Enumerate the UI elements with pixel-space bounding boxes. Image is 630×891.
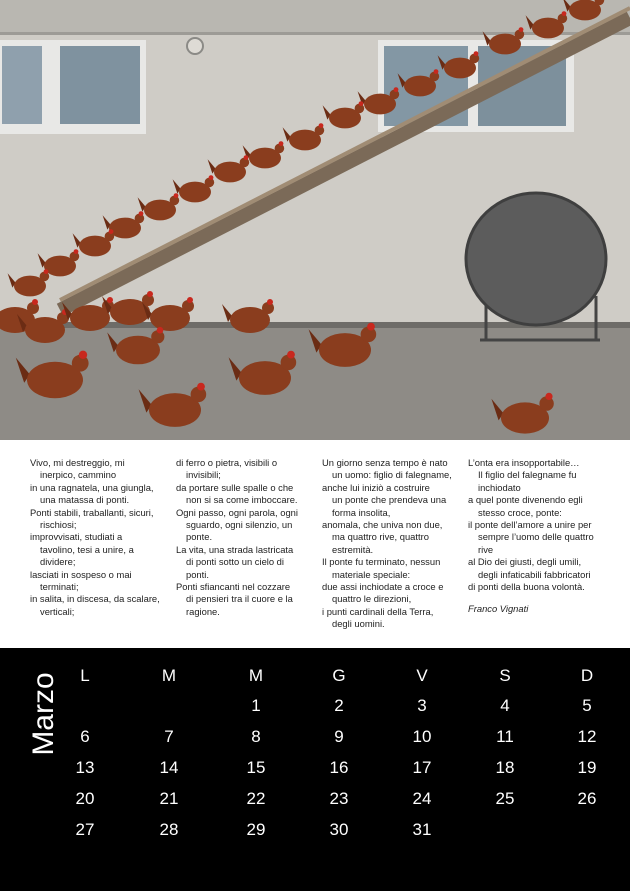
calendar-day: 17 [412, 758, 432, 777]
calendar [0, 648, 630, 891]
wall-vent [187, 38, 203, 54]
weekday-header: M [248, 666, 264, 685]
left-window [0, 40, 146, 134]
chickens-photo [0, 0, 630, 440]
calendar-day: 23 [329, 789, 349, 808]
calendar-day: 20 [75, 789, 95, 808]
poem-line: tavolino, tesi a unire, a [40, 543, 134, 555]
poem-line: un ponte che prendeva una [332, 494, 447, 506]
calendar-day: 5 [582, 696, 592, 715]
poem-line: il ponte dell’amore a unire per [468, 519, 592, 531]
calendar-day: 24 [412, 789, 432, 808]
calendar-day: 29 [246, 820, 266, 839]
calendar-day: 21 [159, 789, 179, 808]
poem-line: Vivo, mi destreggio, mi [30, 457, 125, 468]
calendar-day: 1 [251, 696, 261, 715]
weekday-header: S [499, 666, 511, 685]
calendar-day: 26 [577, 789, 597, 808]
calendar-day: 30 [329, 820, 349, 839]
calendar-day: 11 [496, 727, 514, 746]
poem-line: i punti cardinali della Terra, [322, 605, 434, 617]
poem-line: rischiosi; [40, 519, 77, 531]
poem-line: invisibili; [186, 469, 221, 481]
poem [0, 440, 630, 648]
poem-line: lasciati in sospeso o mai [30, 568, 132, 580]
calendar-day: 27 [75, 820, 95, 839]
calendar-day: 25 [495, 789, 515, 808]
month-name: Marzo [27, 672, 60, 756]
weekday-header: D [580, 666, 594, 685]
calendar-day: 22 [246, 789, 266, 808]
poem-line: Un giorno senza tempo è nato [322, 457, 448, 468]
poem-line: degli uomini. [332, 618, 385, 630]
poem-line: anche lui iniziò a costruire [322, 481, 430, 493]
poem-line: L’onta era insopportabile… [468, 457, 580, 468]
poem-line: un uomo: figlio di falegname, [332, 469, 452, 481]
poem-line: terminati; [40, 581, 79, 593]
calendar-day: 14 [159, 758, 179, 777]
poem-line: inchiodato [478, 481, 521, 493]
calendar-day: 4 [500, 696, 510, 715]
weekday-header: G [332, 666, 346, 685]
poem-line: Ponti stabili, traballanti, sicuri, [30, 506, 154, 518]
photo-illustration [0, 0, 630, 440]
poem-line: sguardo, ogni silenzio, un [186, 519, 293, 531]
weekday-header: M [161, 666, 177, 685]
poem-column-1 [30, 457, 170, 618]
poem-line: anomala, che univa non due, [322, 519, 443, 531]
calendar-day: 15 [246, 758, 266, 777]
calendar-day: 7 [164, 727, 174, 746]
poem-line: ponti. [186, 568, 209, 580]
calendar-day: 19 [577, 758, 597, 777]
poem-line: di ferro o pietra, visibili o [176, 457, 278, 468]
calendar-day: 12 [577, 727, 597, 746]
poem-line: dividere; [40, 556, 76, 568]
weekday-header: L [80, 666, 90, 685]
poem-line: materiale speciale: [332, 568, 411, 580]
calendar-day: 6 [80, 727, 90, 746]
poem-line: al Dio dei giusti, degli umili, [468, 556, 582, 568]
poem-line: sempre l’uomo delle quattro [478, 531, 594, 543]
poem-line: in salita, in discesa, da scalare, [30, 593, 160, 605]
calendar-day: 3 [417, 696, 427, 715]
poem-line: inerpico, cammino [40, 469, 117, 481]
poem-line: due assi inchiodate a croce e [322, 581, 444, 593]
calendar-day: 18 [495, 758, 515, 777]
poem-line: ragione. [186, 605, 220, 617]
poem-line: forma insolita, [332, 506, 391, 518]
poem-line: Ponti sfiancanti nel cozzare [176, 581, 291, 593]
calendar-day: 13 [75, 758, 95, 777]
poem-line: a quel ponte divenendo egli [468, 494, 583, 506]
poem-author: Franco Vignati [468, 603, 529, 615]
poem-line: ma quattro rive, quattro [332, 531, 429, 543]
poem-line: in una ragnatela, una giungla, [30, 481, 154, 493]
poem-line: Ogni passo, ogni parola, ogni [176, 506, 298, 518]
poem-column-4 [468, 457, 618, 616]
poem-line: Il figlio del falegname fu [478, 469, 577, 481]
poem-column-3 [322, 457, 462, 631]
poem-line: rive [478, 543, 494, 555]
calendar-day: 10 [412, 727, 432, 746]
poem-line: ponte. [186, 531, 213, 543]
poem-line: di ponti della buona volontà. [468, 581, 585, 593]
poem-line: una matassa di ponti. [40, 494, 130, 506]
calendar-day: 9 [334, 727, 344, 746]
poem-line: non si sa come imboccare. [186, 494, 298, 506]
calendar-day: 28 [159, 820, 179, 839]
poem-line: quattro le direzioni, [332, 593, 412, 605]
poem-line: di pensieri tra il cuore e la [186, 593, 293, 605]
poem-line: da portare sulle spalle o che [176, 481, 294, 493]
poem-line: degli infaticabili fabbricatori [478, 568, 591, 580]
poem-line: di ponti sotto un cielo di [186, 556, 284, 568]
poem-column-2 [176, 457, 316, 618]
poem-line: verticali; [40, 605, 75, 617]
calendar-day: 31 [412, 820, 432, 839]
calendar-day: 2 [334, 696, 344, 715]
poem-line: Il ponte fu terminato, nessun [322, 556, 441, 568]
poem-line: La vita, una strada lastricata [176, 543, 294, 555]
poem-line: stesso croce, ponte: [478, 506, 562, 518]
poem-line: estremità. [332, 543, 374, 555]
weekday-header: V [416, 666, 428, 685]
calendar-day: 16 [329, 758, 349, 777]
poem-line: improvvisati, studiati a [30, 531, 123, 543]
calendar-day: 8 [251, 727, 261, 746]
